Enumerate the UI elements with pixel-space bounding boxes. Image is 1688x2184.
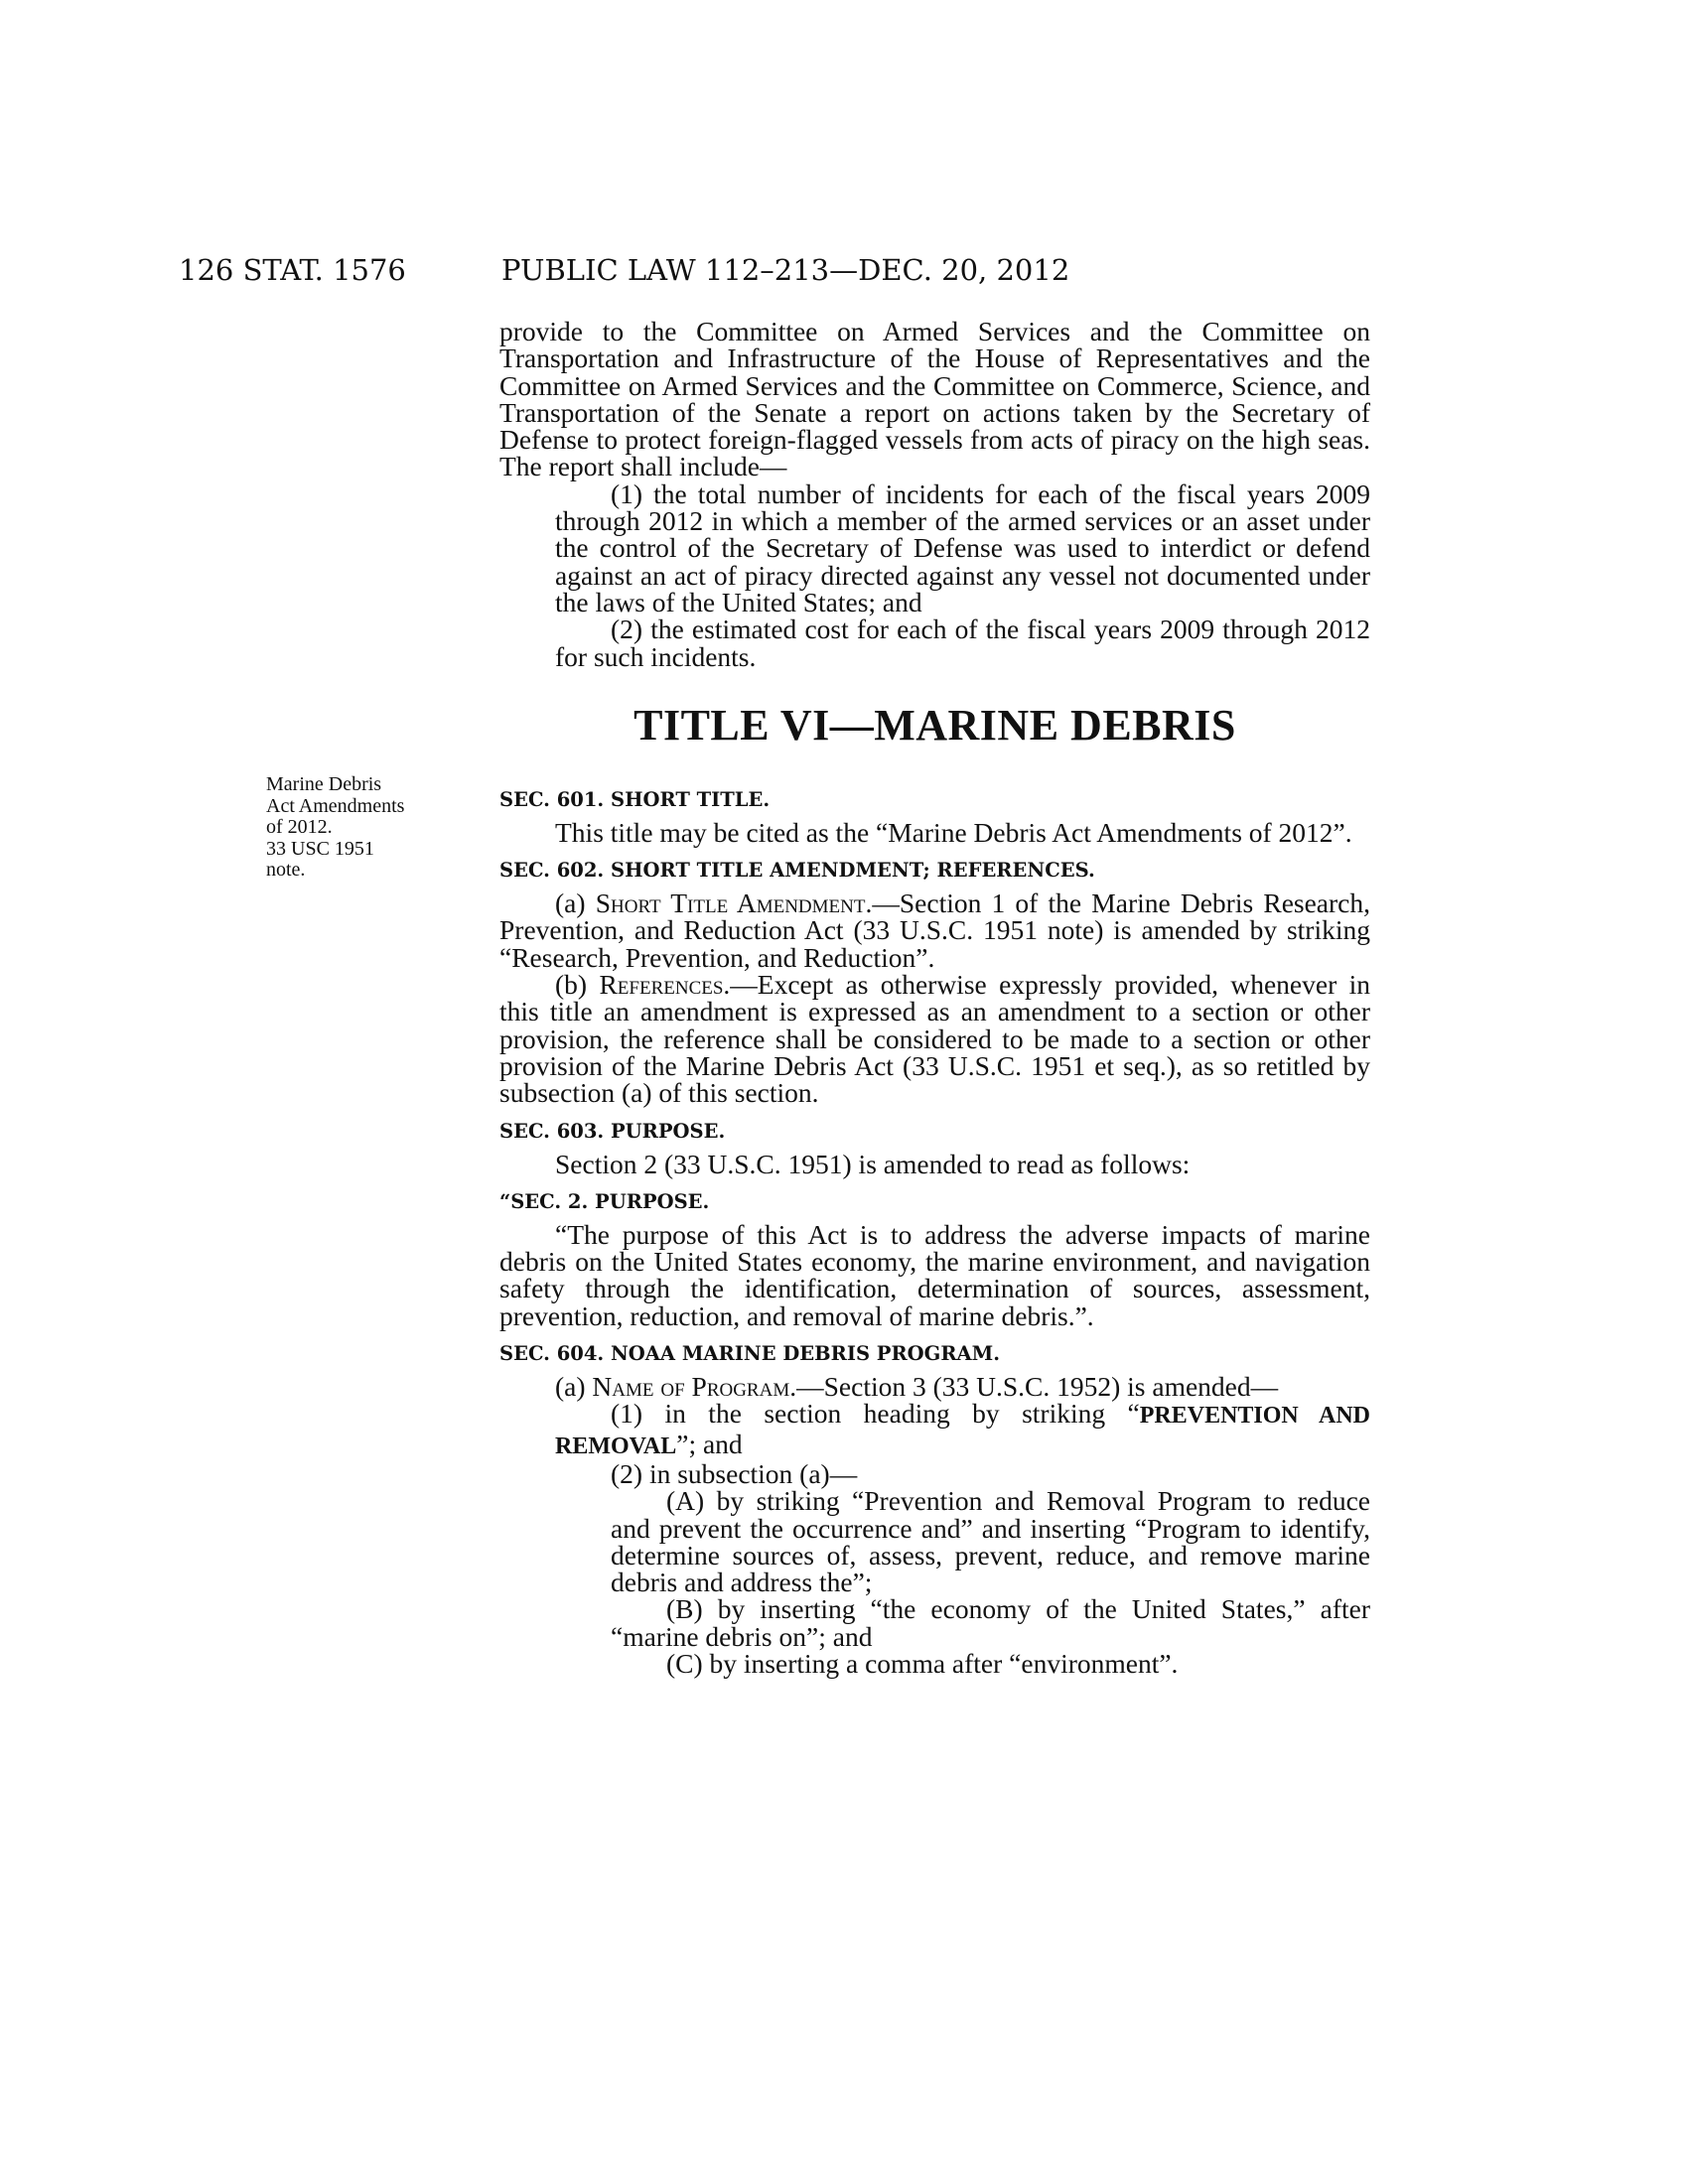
item-text: (1) in the section heading by striking “ bbox=[611, 1398, 1140, 1430]
item-text: ”; and bbox=[676, 1428, 743, 1459]
sec-603-heading: SEC. 603. PURPOSE. bbox=[499, 1119, 726, 1143]
subsection-caption: References. bbox=[599, 969, 731, 1001]
sec-604-item-C: (C) by inserting a comma after “environment”. bbox=[666, 1647, 1179, 1679]
subsection-label: (a) bbox=[555, 887, 596, 919]
subsection-label: (a) bbox=[555, 1371, 593, 1403]
stat-page-number: 126 STAT. 1576 bbox=[179, 253, 406, 287]
margin-note-line: 33 USC 1951 bbox=[266, 837, 374, 860]
sec-604-heading: SEC. 604. NOAA MARINE DEBRIS PROGRAM. bbox=[499, 1342, 1001, 1366]
intro-paragraph: provide to the Committee on Armed Services and the Committee on Transportation and Infrastructure of the House of Representatives and the Committee on Armed Services and the Committee on Commerce, Science, and Transportation of the Senate a report on actions taken by the Secretary of Defense to protect foreign-flagged vessels from acts of piracy on the high seas. The report shall include— bbox=[499, 316, 1370, 482]
running-header bbox=[179, 250, 1221, 290]
quoted-sec-2-text: “The purpose of this Act is to address the adverse impacts of marine debris on the United States economy, the marine environment, and navigation safety through the identification, determination of sources, assessment, prevention, reduction, and removal of marine debris.”. bbox=[499, 1218, 1370, 1331]
subsection-label: (b) bbox=[555, 969, 600, 1001]
intro-item-2: (2) the estimated cost for each of the fiscal years 2009 through 2012 for such incidents. bbox=[555, 614, 1370, 672]
margin-note-line: of 2012. bbox=[266, 816, 333, 838]
sec-604-subsection-a bbox=[499, 1371, 1370, 1403]
main-text-column bbox=[499, 318, 1370, 1677]
sec-602-heading: SEC. 602. SHORT TITLE AMENDMENT; REFERENCES. bbox=[499, 859, 1095, 883]
margin-note-line: Act Amendments bbox=[266, 794, 405, 817]
margin-note bbox=[266, 774, 475, 882]
sec-604-item-B: (B) by inserting “the economy of the United States,” after “marine debris on”; and bbox=[611, 1593, 1370, 1652]
title-heading: TITLE VI—MARINE DEBRIS bbox=[633, 700, 1236, 750]
subsection-caption: Short Title Amendment. bbox=[595, 887, 873, 919]
sec-603-text: Section 2 (33 U.S.C. 1951) is amended to read as follows: bbox=[555, 1148, 1191, 1179]
margin-note-line: note. bbox=[266, 859, 306, 881]
sec-601-heading: SEC. 601. SHORT TITLE. bbox=[499, 787, 771, 811]
public-law-citation: PUBLIC LAW 112–213—DEC. 20, 2012 bbox=[501, 253, 1070, 287]
sec-602-subsection-b bbox=[499, 969, 1370, 1109]
sec-601-text: This title may be cited as the “Marine Debris Act Amendments of 2012”. bbox=[555, 816, 1352, 848]
subsection-caption: Name of Program. bbox=[592, 1371, 797, 1403]
subsection-text: —Section 3 (33 U.S.C. 1952) is amended— bbox=[796, 1371, 1279, 1403]
intro-item-1: (1) the total number of incidents for each of the fiscal years 2009 through 2012 in which a member of the armed services or an asset under the control of the Secretary of Defense was used to interdict or defend against an act of piracy directed against any vessel not documented under the laws of the United States; and bbox=[555, 478, 1370, 617]
sec-602-subsection-a bbox=[499, 889, 1370, 971]
sec-604-item-A: (A) by striking “Prevention and Removal Program to reduce and prevent the occurrence and” and inserting “Program to identify, determine sources of, assess, prevent, reduce, and remove marine debris and address the”; bbox=[611, 1485, 1370, 1598]
struck-heading-text: PREVENTION AND REMOVAL bbox=[555, 1403, 1370, 1459]
margin-note-line: Marine Debris bbox=[266, 773, 382, 795]
sec-604-item-2: (2) in subsection (a)— bbox=[611, 1457, 858, 1489]
quoted-sec-2-heading: “SEC. 2. PURPOSE. bbox=[499, 1189, 710, 1213]
subsection-text: —Except as otherwise expressly provided, whenever in this title an amendment is expressed as an amendment to a section or other provision, the reference shall be considered to be made to a section or other provision of the Marine Debris Act (33 U.S.C. 1951 et seq.), as so retitled by subsection (a) of this section. bbox=[499, 969, 1370, 1109]
subsection-text: —Section 1 of the Marine Debris Research, Prevention, and Reduction Act (33 U.S.C. 1951 note) is amended by striking “Research, Prevention, and Reduction”. bbox=[499, 887, 1370, 973]
sec-604-item-1 bbox=[555, 1400, 1370, 1460]
